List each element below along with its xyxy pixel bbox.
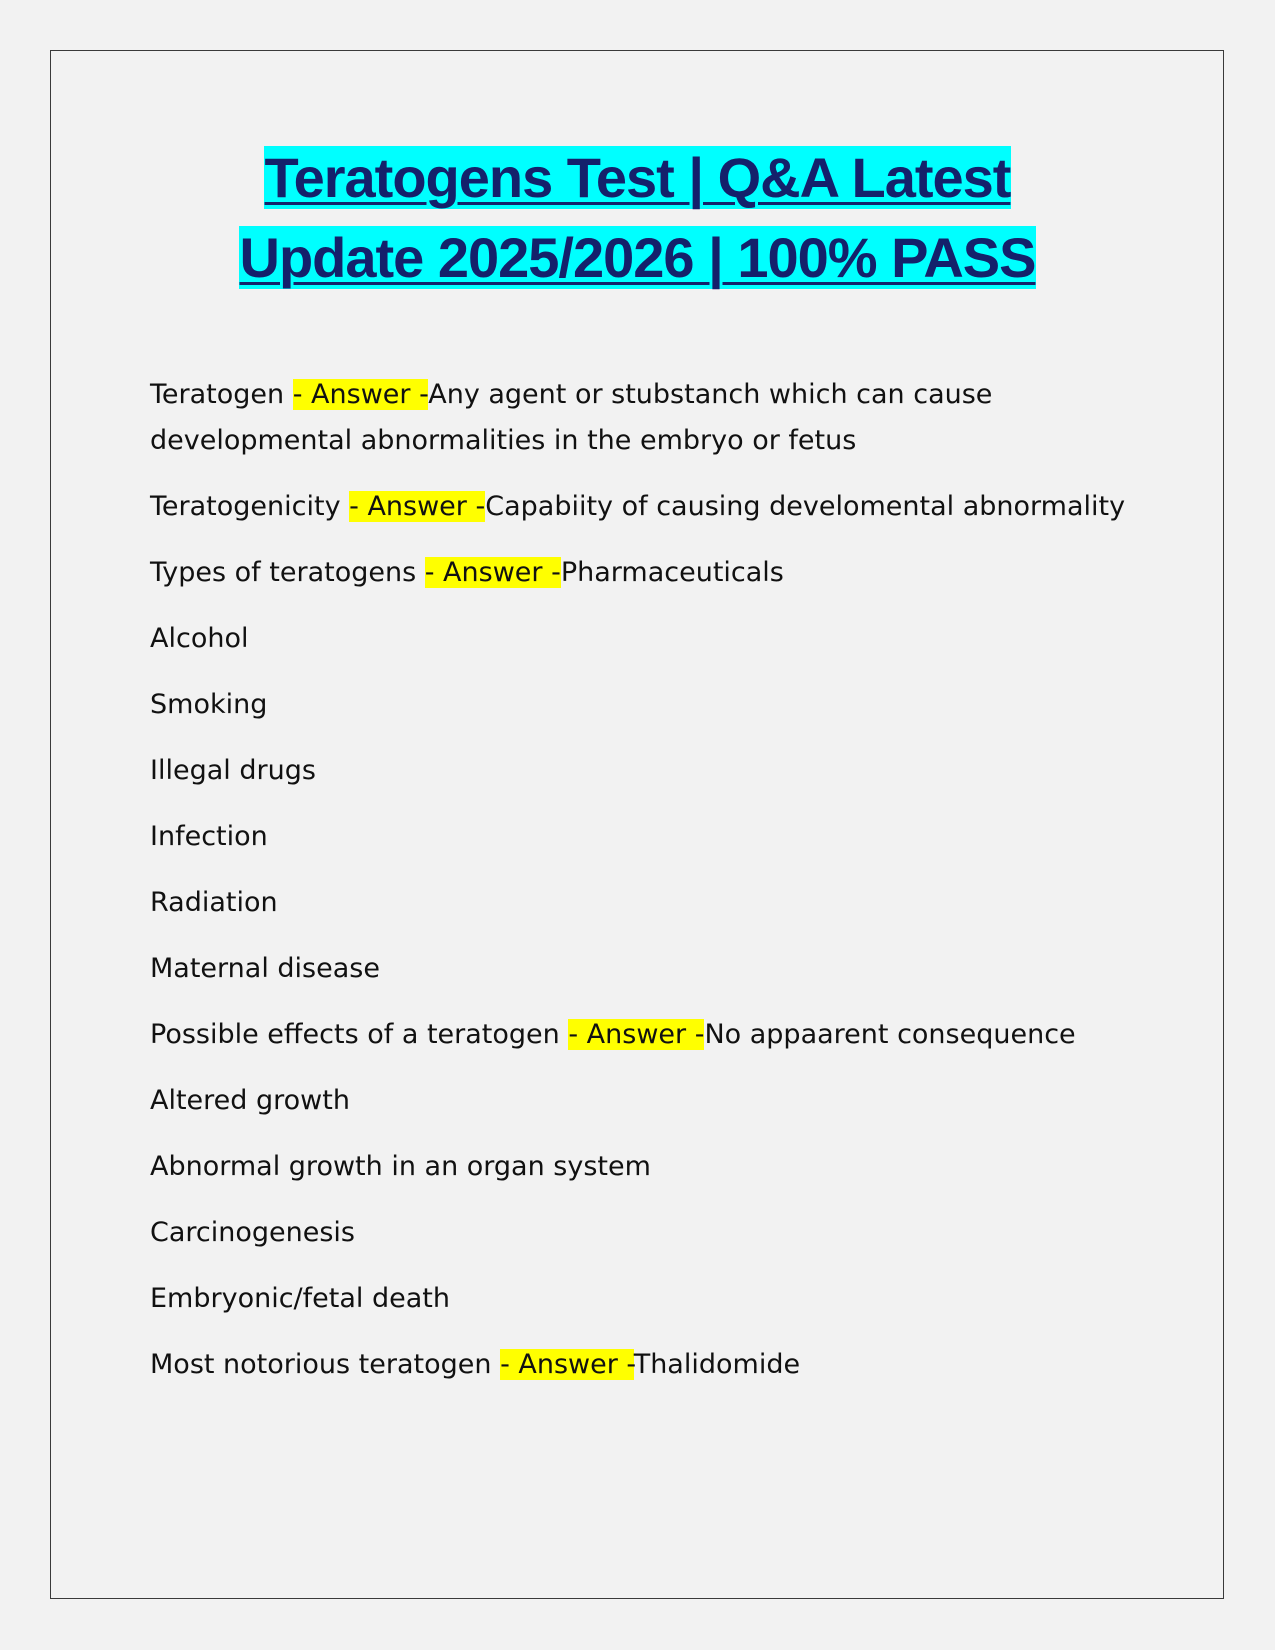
entry-term: Teratogenicity (150, 491, 350, 522)
list-item: Alcohol (150, 623, 249, 654)
entry-answer: Any agent or stubstanch which can cause developmental abnormalities in the embryo or fetus (150, 379, 993, 456)
list-item: Abnormal growth in an organ system (150, 1151, 651, 1182)
entry-term: Most notorious teratogen (150, 1349, 501, 1380)
title-line-2: Update 2025/2026 | 100% PASS (239, 226, 1036, 289)
qa-entry (150, 1342, 1150, 1388)
qa-entry (150, 1012, 1150, 1058)
answer-marker: - Answer - (568, 1019, 705, 1050)
entry-term: Teratogen (150, 379, 293, 410)
entry-answer: No appaarent consequence (704, 1019, 1076, 1050)
qa-content (150, 372, 1150, 1408)
entry-answer: Pharmaceuticals (560, 557, 784, 588)
list-item: Altered growth (150, 1085, 350, 1116)
list-item: Radiation (150, 887, 278, 918)
entry-answer: Capabiity of causing develomental abnormality (485, 491, 1126, 522)
answer-marker: - Answer - (424, 557, 561, 588)
list-item: Infection (150, 821, 268, 852)
list-item: Smoking (150, 689, 268, 720)
title-line-1: Teratogens Test | Q&A Latest (264, 146, 1011, 209)
list-item: Illegal drugs (150, 755, 316, 786)
qa-entry (150, 550, 1150, 596)
document-title (0, 142, 1275, 302)
entry-answer: Thalidomide (633, 1349, 801, 1380)
answer-marker: - Answer - (500, 1349, 634, 1380)
list-item: Maternal disease (150, 953, 380, 984)
entry-term: Types of teratogens (150, 557, 425, 588)
entry-term: Possible effects of a teratogen (150, 1019, 569, 1050)
answer-marker: - Answer - (349, 491, 486, 522)
list-item: Embryonic/fetal death (150, 1283, 450, 1314)
list-item: Carcinogenesis (150, 1217, 355, 1248)
qa-entry (150, 484, 1150, 530)
qa-entry (150, 372, 1150, 464)
answer-marker: - Answer - (292, 379, 429, 410)
